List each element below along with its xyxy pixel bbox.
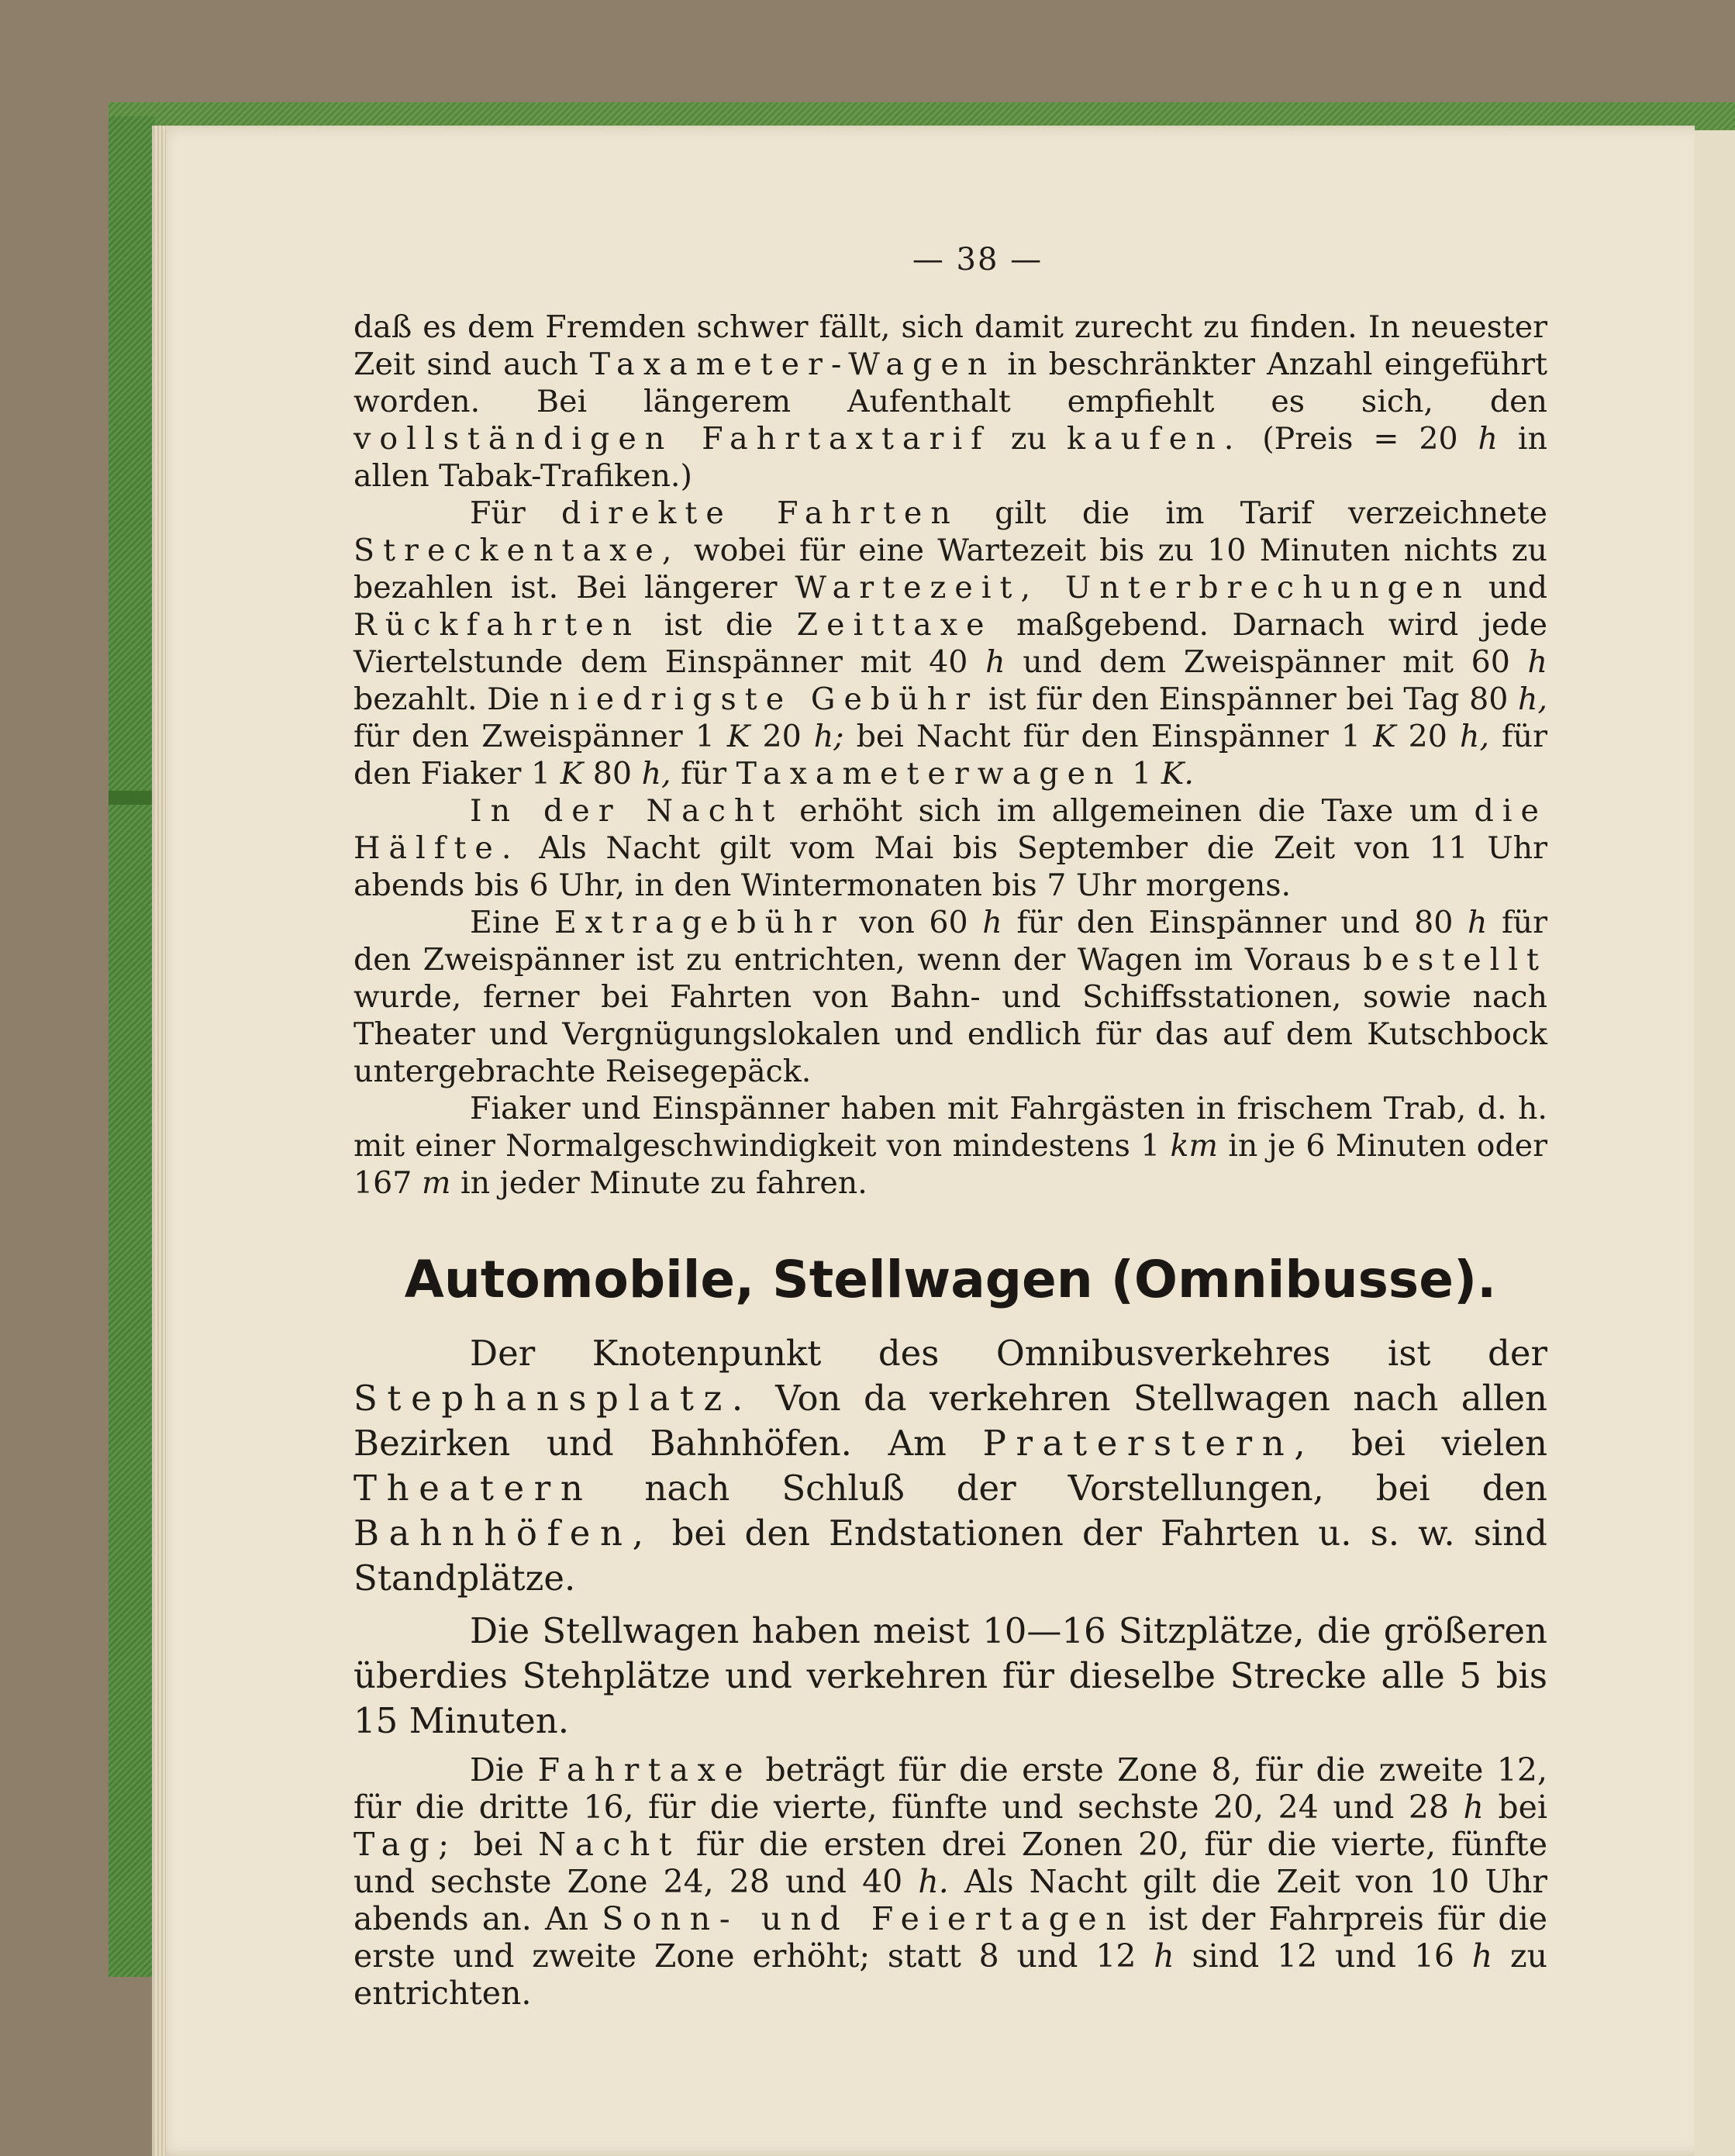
paragraph-4: Eine Extragebühr von 60 h für den Einspänner und 80 h für den Zweispänner ist zu entrichten, wenn der Wagen im Voraus bestellt wurde, ferner bei Fahrten von Bahn- und Schiffsstationen, sowie nach Theater und Vergnügungslokalen und endlich für das auf dem Kutschbock untergebrachte Reisegepäck. bbox=[354, 905, 1547, 1089]
paragraph-1: daß es dem Fremden schwer fällt, sich damit zurecht zu finden. In neuester Zeit sind auch Taxameter-Wagen in beschränkter Anzahl eingeführt worden. Bei längerem Aufenthalt empfiehlt es sich, den vollständigen Fahrtaxtarif zu kaufen. (Preis = 20 h in allen Tabak-Trafiken.) bbox=[354, 309, 1547, 494]
paragraph-3: In der Nacht erhöht sich im allgemeinen die Taxe um die Hälfte. Als Nacht gilt vom Mai bis September die Zeit von 11 Uhr abends bis 6 Uhr, in den Wintermonaten bis 7 Uhr morgens. bbox=[354, 793, 1547, 903]
page-stack-edges bbox=[155, 126, 166, 2156]
page-content bbox=[354, 242, 1547, 2012]
paragraph-5: Fiaker und Einspänner haben mit Fahrgästen in frischem Trab, d. h. mit einer Normalgeschwindigkeit von mindestens 1 km in je 6 Minuten oder 167 m in jeder Minute zu fahren. bbox=[354, 1091, 1547, 1201]
paragraph-7: Die Stellwagen haben meist 10—16 Sitzplätze, die größeren überdies Stehplätze und verkehren für dieselbe Strecke alle 5 bis 15 Minuten. bbox=[354, 1610, 1547, 1741]
paragraph-6: Der Knotenpunkt des Omnibusverkehres ist der Stephansplatz. Von da verkehren Stellwagen nach allen Bezirken und Bahnhöfen. Am Praterstern, bei vielen Theatern nach Schluß der Vorstellungen, bei den Bahnhöfen, bei den Endstationen der Fahrten u. s. w. sind Standplätze. bbox=[354, 1333, 1548, 1599]
paragraph-2: Für direkte Fahrten gilt die im Tarif verzeichnete Streckentaxe, wobei für eine Wartezeit bis zu 10 Minuten nichts zu bezahlen ist. Bei längerer Wartezeit, Unterbrechungen und Rückfahrten ist die Zeittaxe maßgebend. Darnach wird jede Viertelstunde dem Einspänner mit 40 h und dem Zweispänner mit 60 h bezahlt. Die niedrigste Gebühr ist für den Einspänner bei Tag 80 h, für den Zweispänner 1 K 20 h; bei Nacht für den Einspänner 1 K 20 h, für den Fiaker 1 K 80 h, für Taxameterwagen 1 K. bbox=[354, 495, 1548, 792]
section-heading: Automobile, Stellwagen (Omnibusse). bbox=[404, 1250, 1497, 1309]
book-cover-edge bbox=[109, 791, 155, 805]
book-cover-spine bbox=[109, 116, 155, 1977]
paragraph-8: Die Fahrtaxe beträgt für die erste Zone 8, für die zweite 12, für die dritte 16, für die vierte, fünfte und sechste 20, 24 und 28 h bei Tag; bei Nacht für die ersten drei Zonen 20, für die vierte, fünfte und sechste Zone 24, 28 und 40 h. Als Nacht gilt die Zeit von 10 Uhr abends an. An Sonn- und Feiertagen ist der Fahrpreis für die erste und zweite Zone erhöht; statt 8 und 12 h sind 12 und 16 h zu entrichten. bbox=[354, 1751, 1548, 2012]
page-number: — 38 — bbox=[912, 242, 1043, 278]
